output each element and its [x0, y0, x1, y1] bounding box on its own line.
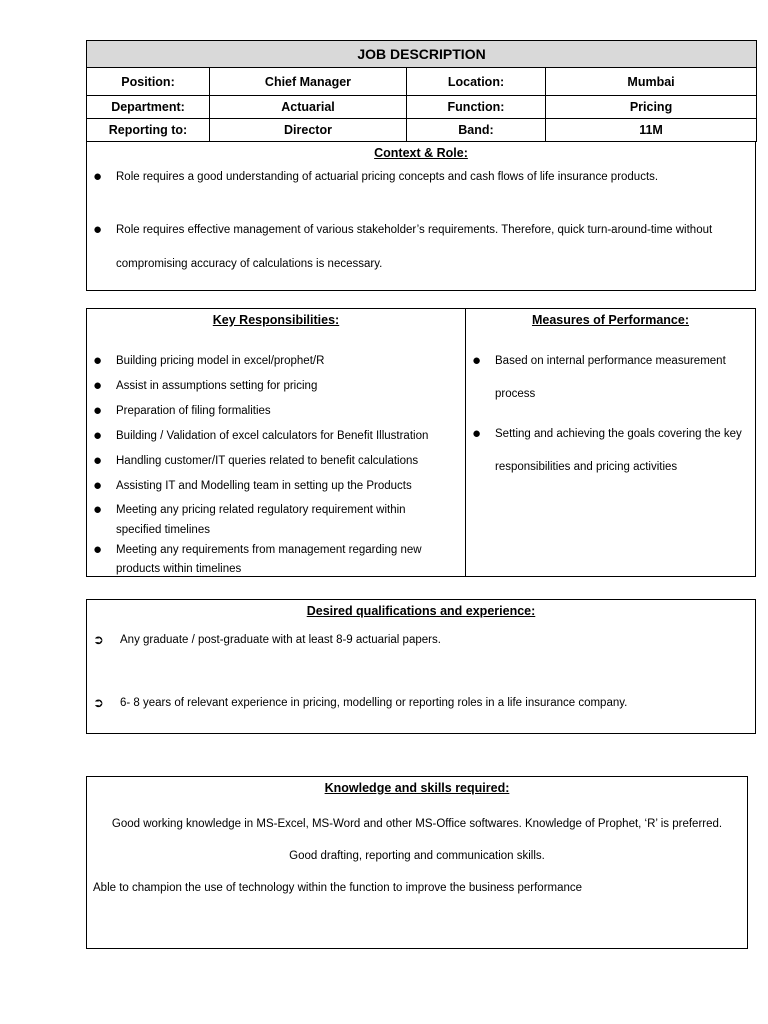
- responsibility-item: Assist in assumptions setting for pricing: [116, 380, 318, 392]
- responsibility-item: Building pricing model in excel/prophet/R: [116, 355, 325, 367]
- bullet-icon: ●: [93, 402, 103, 419]
- location-label: Location:: [407, 68, 546, 96]
- context-bullet-2: Role requires effective management of various stakeholder’s requirements. Therefore, quick turn-around-time without: [116, 224, 713, 236]
- knowledge-heading: Knowledge and skills required:: [324, 781, 510, 795]
- bullet-icon: ●: [472, 425, 482, 442]
- arrow-bullet-icon: ➲: [93, 695, 104, 710]
- reporting-value: Director: [210, 119, 407, 142]
- reporting-label: Reporting to:: [87, 119, 210, 142]
- qualifications-section: [86, 599, 756, 734]
- bullet-icon: ●: [93, 452, 103, 469]
- band-value: 11M: [546, 119, 757, 142]
- knowledge-section: [86, 776, 748, 949]
- context-bullet-1: Role requires a good understanding of actuarial pricing concepts and cash flows of life insurance products.: [116, 171, 659, 183]
- responsibility-item: Handling customer/IT queries related to benefit calculations: [116, 455, 419, 467]
- performance-heading: Measures of Performance:: [531, 313, 689, 327]
- bullet-icon: ●: [93, 221, 103, 238]
- bullet-icon: ●: [93, 352, 103, 369]
- department-label: Department:: [87, 96, 210, 119]
- position-value: Chief Manager: [210, 68, 407, 96]
- performance-item-cont: responsibilities and pricing activities: [495, 461, 678, 473]
- responsibility-item: Meeting any requirements from management regarding new: [116, 544, 422, 556]
- responsibility-item: Assisting IT and Modelling team in setting up the Products: [116, 480, 412, 492]
- qualification-item: Any graduate / post-graduate with at least 8-9 actuarial papers.: [120, 634, 441, 646]
- performance-item: Setting and achieving the goals covering the key: [495, 428, 742, 440]
- bullet-icon: ●: [93, 427, 103, 444]
- knowledge-line: Good drafting, reporting and communication skills.: [289, 850, 545, 862]
- function-value: Pricing: [546, 96, 757, 119]
- arrow-bullet-icon: ➲: [93, 632, 104, 647]
- context-bullet-2-cont: compromising accuracy of calculations is necessary.: [116, 258, 383, 270]
- performance-item-cont: process: [495, 388, 536, 400]
- qualification-item: 6- 8 years of relevant experience in pricing, modelling or reporting roles in a life insurance company.: [120, 697, 628, 709]
- bullet-icon: ●: [93, 477, 103, 494]
- context-role-section: [86, 141, 756, 291]
- responsibilities-section: [86, 308, 756, 577]
- column-divider: [465, 309, 466, 576]
- band-label: Band:: [407, 119, 546, 142]
- responsibility-item: Building / Validation of excel calculators for Benefit Illustration: [116, 430, 429, 442]
- bullet-icon: ●: [93, 541, 103, 558]
- key-responsibilities-heading: Key Responsibilities:: [212, 313, 340, 327]
- function-label: Function:: [407, 96, 546, 119]
- bullet-icon: ●: [472, 352, 482, 369]
- position-label: Position:: [87, 68, 210, 96]
- qualifications-heading: Desired qualifications and experience:: [306, 604, 536, 618]
- responsibility-item-cont: products within timelines: [116, 563, 242, 575]
- responsibility-item: Meeting any pricing related regulatory requirement within: [116, 504, 406, 516]
- context-role-heading: Context & Role:: [374, 146, 468, 160]
- knowledge-line: Able to champion the use of technology within the function to improve the business performance: [93, 882, 583, 894]
- location-value: Mumbai: [546, 68, 757, 96]
- knowledge-line: Good working knowledge in MS-Excel, MS-Word and other MS-Office softwares. Knowledge of Prophet, ‘R’ is preferred.: [111, 818, 723, 830]
- performance-item: Based on internal performance measurement: [495, 355, 726, 367]
- responsibility-item-cont: specified timelines: [116, 524, 210, 536]
- bullet-icon: ●: [93, 168, 103, 185]
- job-header-table: [86, 40, 757, 142]
- page-title: JOB DESCRIPTION: [87, 41, 757, 68]
- department-value: Actuarial: [210, 96, 407, 119]
- bullet-icon: ●: [93, 501, 103, 518]
- bullet-icon: ●: [93, 377, 103, 394]
- responsibility-item: Preparation of filing formalities: [116, 405, 271, 417]
